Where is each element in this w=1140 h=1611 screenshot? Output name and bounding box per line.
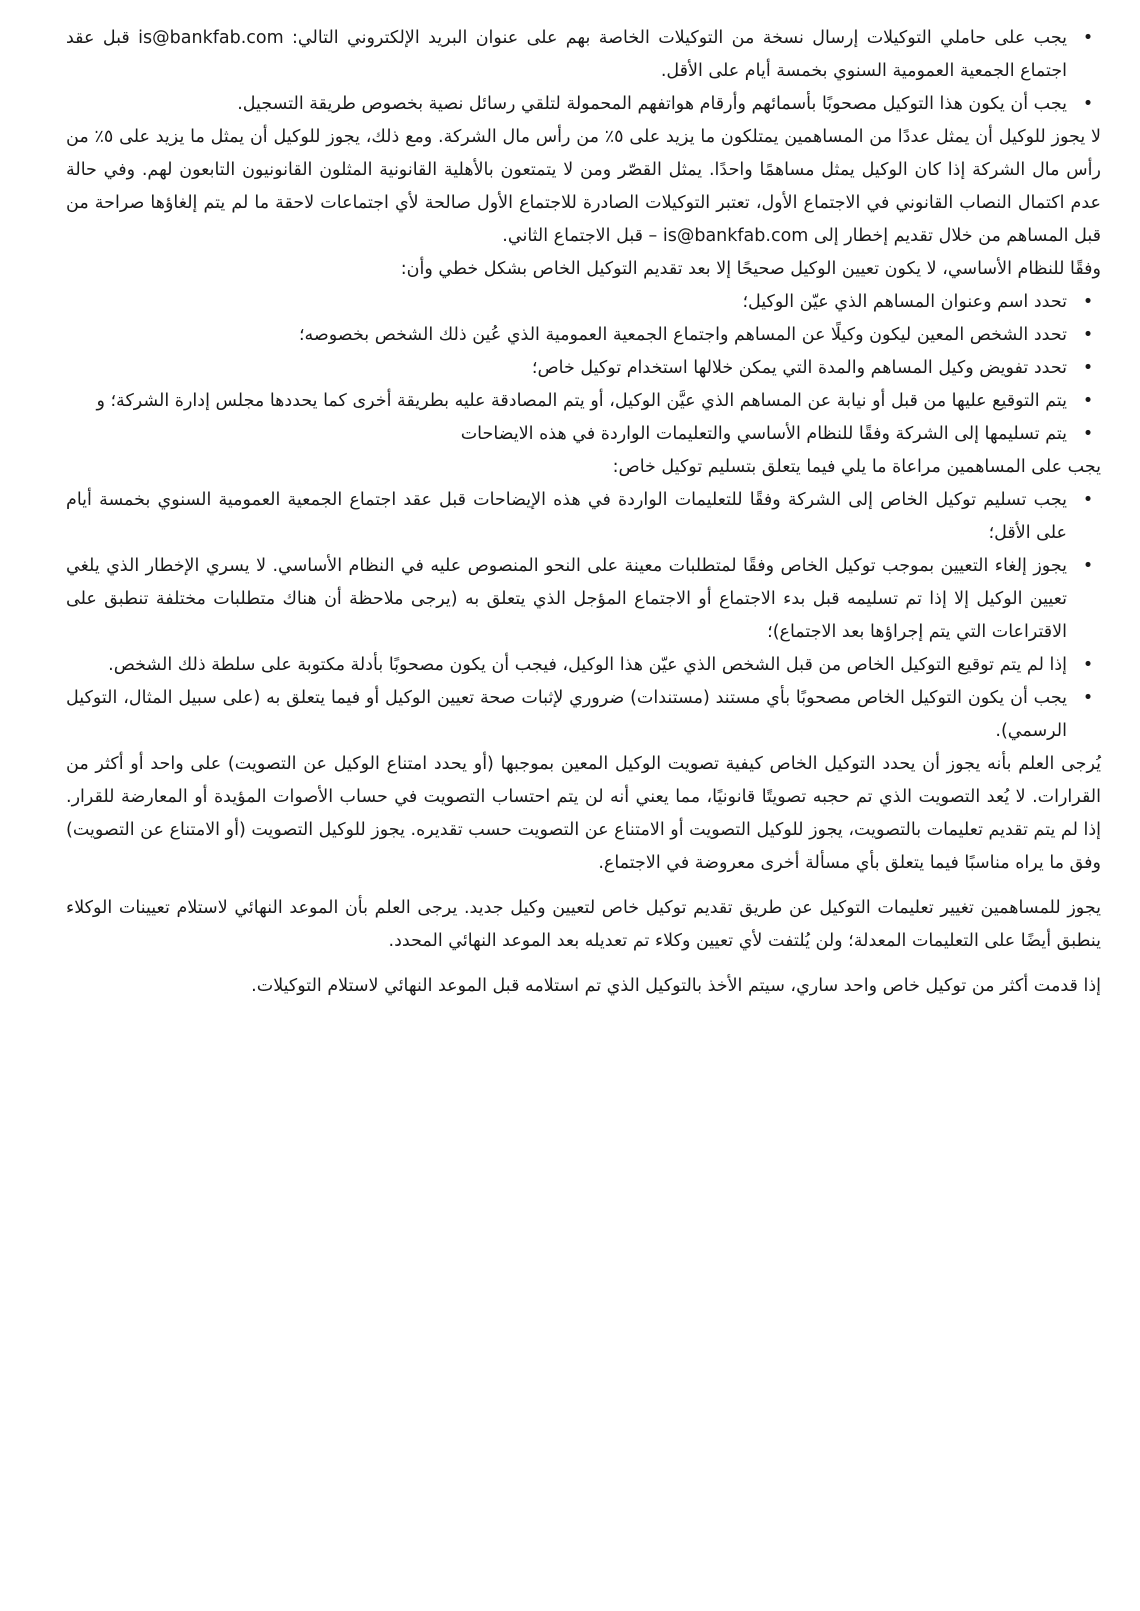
bullet-icon: •: [1082, 556, 1094, 576]
voting-instructions-paragraph: يُرجى العلم بأنه يجوز أن يحدد التوكيل الخاص كيفية تصويت الوكيل المعين بموجبها (أو يحدد امتناع الوكيل عن التصويت) على واحد أو أكثر من القرارات. لا يُعد التصويت الذي تم حجبه تصويتًا قانونيًا، مما يعني أنه لن يتم احتساب التصويت في حساب الأصوات المؤيدة أو المعارضة للقرار. إذا لم يتم تقديم تعليمات بالتصويت، يجوز للوكيل التصويت أو الامتناع عن التصويت حسب تقديره. يجوز للوكيل التصويت (أو الامتناع عن التصويت) وفق ما يراه مناسبًا فيما يتعلق بأي مسألة أخرى معروضة في الاجتماع.: [66, 754, 1101, 873]
list-item-text: تحدد اسم وعنوان المساهم الذي عيّن الوكيل؛: [742, 292, 1067, 312]
bullet-icon: •: [1082, 94, 1094, 114]
list-item: [66, 22, 1101, 88]
bullet-icon: •: [1082, 424, 1094, 444]
list-item: [66, 385, 1101, 418]
list-item: [66, 682, 1101, 748]
bullet-icon: •: [1082, 325, 1094, 345]
list-item: [66, 550, 1101, 649]
list-item-text: إذا لم يتم توقيع التوكيل الخاص من قبل الشخص الذي عيّن هذا الوكيل، فيجب أن يكون مصحوبًا بأدلة مكتوبة على سلطة ذلك الشخص.: [108, 655, 1067, 675]
bullet-icon: •: [1082, 490, 1094, 510]
list-item-text: يتم تسليمها إلى الشركة وفقًا للنظام الأساسي والتعليمات الواردة في هذه الايضاحات: [460, 424, 1067, 444]
list-item: [66, 649, 1101, 682]
list-item: [66, 484, 1101, 550]
proxy-delivery-intro: يجب على المساهمين مراعاة ما يلي فيما يتعلق بتسليم توكيل خاص:: [612, 457, 1101, 477]
proxy-limits-paragraph: لا يجوز للوكيل أن يمثل عددًا من المساهمين يمتلكون ما يزيد على ٥٪ من رأس مال الشركة. ومع ذلك، يجوز للوكيل أن يمثل ما يزيد على ٥٪ من رأس مال الشركة إذا كان الوكيل يمثل مساهمًا واحدًا. يمثل القصّر ومن لا يتمتعون بالأهلية القانونية المثلون القانونيون التابعون لهم. وفي حالة عدم اكتمال النصاب القانوني في الاجتماع الأول، تعتبر التوكيلات الصادرة للاجتماع الأول صالحة لأي اجتماعات لاحقة ما لم يتم إلغاؤها صراحة من قبل المساهم من خلال تقديم إخطار إلى is@bankfab.com – قبل الاجتماع الثاني.: [66, 127, 1101, 246]
list-item: [66, 418, 1101, 451]
list-item-text: يتم التوقيع عليها من قبل أو نيابة عن المساهم الذي عيَّن الوكيل، أو يتم المصادقة عليه بطريقة أخرى كما يحددها مجلس إدارة الشركة؛ و: [96, 391, 1067, 411]
list-item: [66, 286, 1101, 319]
bullet-icon: •: [1082, 391, 1094, 411]
proxy-requirements-list: [66, 286, 1101, 451]
bullet-icon: •: [1082, 655, 1094, 675]
list-item-text: يجب أن يكون التوكيل الخاص مصحوبًا بأي مستند (مستندات) ضروري لإثبات صحة تعيين الوكيل أو فيما يتعلق به (على سبيل المثال، التوكيل الرسمي).: [66, 688, 1067, 741]
bullet-icon: •: [1082, 358, 1094, 378]
proxy-requirements-intro: وفقًا للنظام الأساسي، لا يكون تعيين الوكيل صحيحًا إلا بعد تقديم التوكيل الخاص بشكل خطي وأن:: [400, 259, 1101, 279]
document-page: [66, 22, 1101, 1003]
proxy-delivery-list: [66, 484, 1101, 748]
bullet-icon: •: [1082, 292, 1094, 312]
list-item: [66, 88, 1101, 121]
list-item-text: يجوز إلغاء التعيين بموجب توكيل الخاص وفقًا لمتطلبات معينة على النحو المنصوص عليه في النظام الأساسي. لا يسري الإخطار الذي يلغي تعيين الوكيل إلا إذا تم تسليمه قبل بدء الاجتماع أو الاجتماع المؤجل الذي يتعلق به (يرجى ملاحظة أن هناك متطلبات مختلفة تنطبق على الاقتراعات التي يتم إجراؤها بعد الاجتماع)؛: [66, 556, 1067, 642]
list-item: [66, 352, 1101, 385]
bullet-icon: •: [1082, 28, 1094, 48]
list-item-text: يجب أن يكون هذا التوكيل مصحوبًا بأسمائهم وأرقام هواتفهم المحمولة لتلقي رسائل نصية بخصوص طريقة التسجيل.: [237, 94, 1067, 114]
list-item-text: تحدد الشخص المعين ليكون وكيلًا عن المساهم واجتماع الجمعية العمومية الذي عُين ذلك الشخص بخصوصه؛: [298, 325, 1067, 345]
list-item: [66, 319, 1101, 352]
email-submission-list: [66, 22, 1101, 121]
bullet-icon: •: [1082, 688, 1094, 708]
list-item-text: تحدد تفويض وكيل المساهم والمدة التي يمكن خلالها استخدام توكيل خاص؛: [531, 358, 1067, 378]
list-item-text: يجب على حاملي التوكيلات إرسال نسخة من التوكيلات الخاصة بهم على عنوان البريد الإلكتروني التالي: is@bankfab.com قبل عقد اجتماع الجمعية العمومية السنوي بخمسة أيام على الأقل.: [66, 28, 1067, 81]
multiple-proxies-paragraph: إذا قدمت أكثر من توكيل خاص واحد ساري، سيتم الأخذ بالتوكيل الذي تم استلامه قبل الموعد النهائي لاستلام التوكيلات.: [251, 976, 1101, 996]
list-item-text: يجب تسليم توكيل الخاص إلى الشركة وفقًا للتعليمات الواردة في هذه الإيضاحات قبل عقد اجتماع الجمعية العمومية السنوي بخمسة أيام على الأقل؛: [66, 490, 1067, 543]
change-instructions-paragraph: يجوز للمساهمين تغيير تعليمات التوكيل عن طريق تقديم توكيل خاص لتعيين وكيل جديد. يرجى العلم بأن الموعد النهائي لاستلام تعيينات الوكلاء ينطبق أيضًا على التعليمات المعدلة؛ ولن يُلتفت لأي تعيين وكلاء تم تعديله بعد الموعد النهائي المحدد.: [66, 898, 1101, 951]
